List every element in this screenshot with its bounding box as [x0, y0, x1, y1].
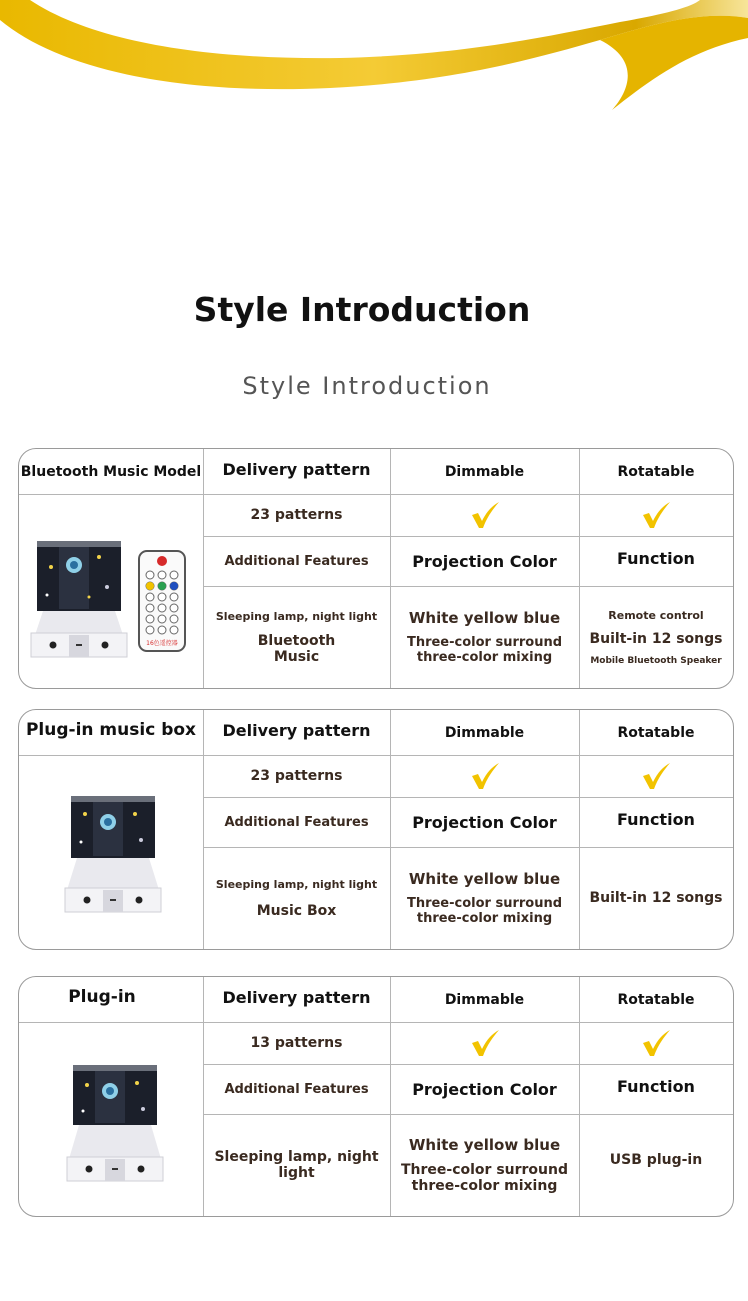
function-cell: USB plug-in: [609, 1152, 703, 1168]
model-name: Plug-in music box: [25, 720, 197, 740]
colors-line: Three-color surround: [406, 896, 563, 911]
projector-lamp-image: [65, 1061, 165, 1185]
colors-line: White yellow blue: [408, 609, 561, 627]
delivery-pattern-label: Delivery pattern: [222, 987, 371, 1007]
features-cell: [203, 847, 390, 949]
pattern-count: 23 patterns: [250, 768, 343, 784]
colors-line: three-color mixing: [411, 1178, 558, 1194]
checkmark-icon: [641, 1029, 671, 1057]
colors-cell: [390, 1114, 579, 1216]
features-line: Bluetooth: [257, 632, 336, 649]
model-name: Plug-in: [68, 987, 136, 1007]
remote-control-image: [137, 549, 187, 653]
features-line: light: [278, 1165, 315, 1181]
colors-cell: [390, 586, 579, 688]
rotatable-label: Rotatable: [617, 463, 695, 480]
function-label: Function: [617, 549, 695, 568]
rotatable-check: [579, 755, 733, 797]
model-card-bluetooth: [18, 448, 734, 689]
dimmable-label: Dimmable: [444, 724, 525, 741]
function-label: Function: [617, 1077, 695, 1096]
colors-line: three-color mixing: [416, 650, 553, 665]
colors-line: Three-color surround: [406, 635, 563, 650]
colors-line: three-color mixing: [416, 911, 553, 926]
features-line: Sleeping lamp, night light: [215, 609, 378, 623]
additional-features-label: Additional Features: [224, 814, 369, 830]
yellow-ribbon-decoration: [0, 0, 748, 120]
rotatable-label: Rotatable: [617, 724, 695, 741]
features-line: Music Box: [256, 902, 337, 919]
features-line: Sleeping lamp, night: [214, 1149, 379, 1165]
additional-features-label: Additional Features: [224, 553, 369, 569]
features-line: Music: [273, 648, 320, 665]
function-cell: [579, 586, 733, 688]
colors-cell: [390, 847, 579, 949]
delivery-pattern-label: Delivery pattern: [222, 720, 371, 740]
projection-color-label: Projection Color: [412, 551, 557, 571]
colors-line: White yellow blue: [408, 870, 561, 888]
pattern-count: 23 patterns: [250, 507, 343, 523]
function-line: Built-in 12 songs: [589, 630, 723, 647]
dimmable-check: [390, 1022, 579, 1064]
features-cell: [203, 1114, 390, 1216]
remote-label: 16色遥控器: [146, 640, 178, 647]
function-line: Remote control: [608, 608, 704, 622]
checkmark-icon: [470, 762, 500, 790]
function-line: Mobile Bluetooth Speaker: [590, 655, 722, 666]
function-cell: Built-in 12 songs: [589, 890, 723, 906]
features-line: Sleeping lamp, night light: [215, 877, 378, 891]
page-subtitle: Style Introduction: [242, 372, 492, 400]
rotatable-label: Rotatable: [617, 991, 695, 1008]
colors-line: Three-color surround: [400, 1162, 568, 1178]
model-card-plug-in: [18, 976, 734, 1217]
projection-color-label: Projection Color: [412, 812, 557, 832]
function-label: Function: [617, 810, 695, 829]
pattern-count: 13 patterns: [250, 1035, 343, 1051]
checkmark-icon: [470, 1029, 500, 1057]
rotatable-check: [579, 1022, 733, 1064]
features-cell: [203, 586, 390, 688]
dimmable-check: [390, 494, 579, 536]
checkmark-icon: [641, 762, 671, 790]
projector-lamp-image: [29, 537, 129, 659]
checkmark-icon: [470, 501, 500, 529]
model-card-music-box: [18, 709, 734, 950]
dimmable-label: Dimmable: [444, 463, 525, 480]
page-title: Style Introduction: [193, 290, 531, 329]
delivery-pattern-label: Delivery pattern: [222, 459, 371, 479]
checkmark-icon: [641, 501, 671, 529]
dimmable-label: Dimmable: [444, 991, 525, 1008]
rotatable-check: [579, 494, 733, 536]
projection-color-label: Projection Color: [412, 1079, 557, 1099]
dimmable-check: [390, 755, 579, 797]
additional-features-label: Additional Features: [224, 1081, 369, 1097]
projector-lamp-image: [63, 792, 163, 916]
model-name: Bluetooth Music Model: [20, 463, 202, 480]
colors-line: White yellow blue: [408, 1136, 561, 1154]
